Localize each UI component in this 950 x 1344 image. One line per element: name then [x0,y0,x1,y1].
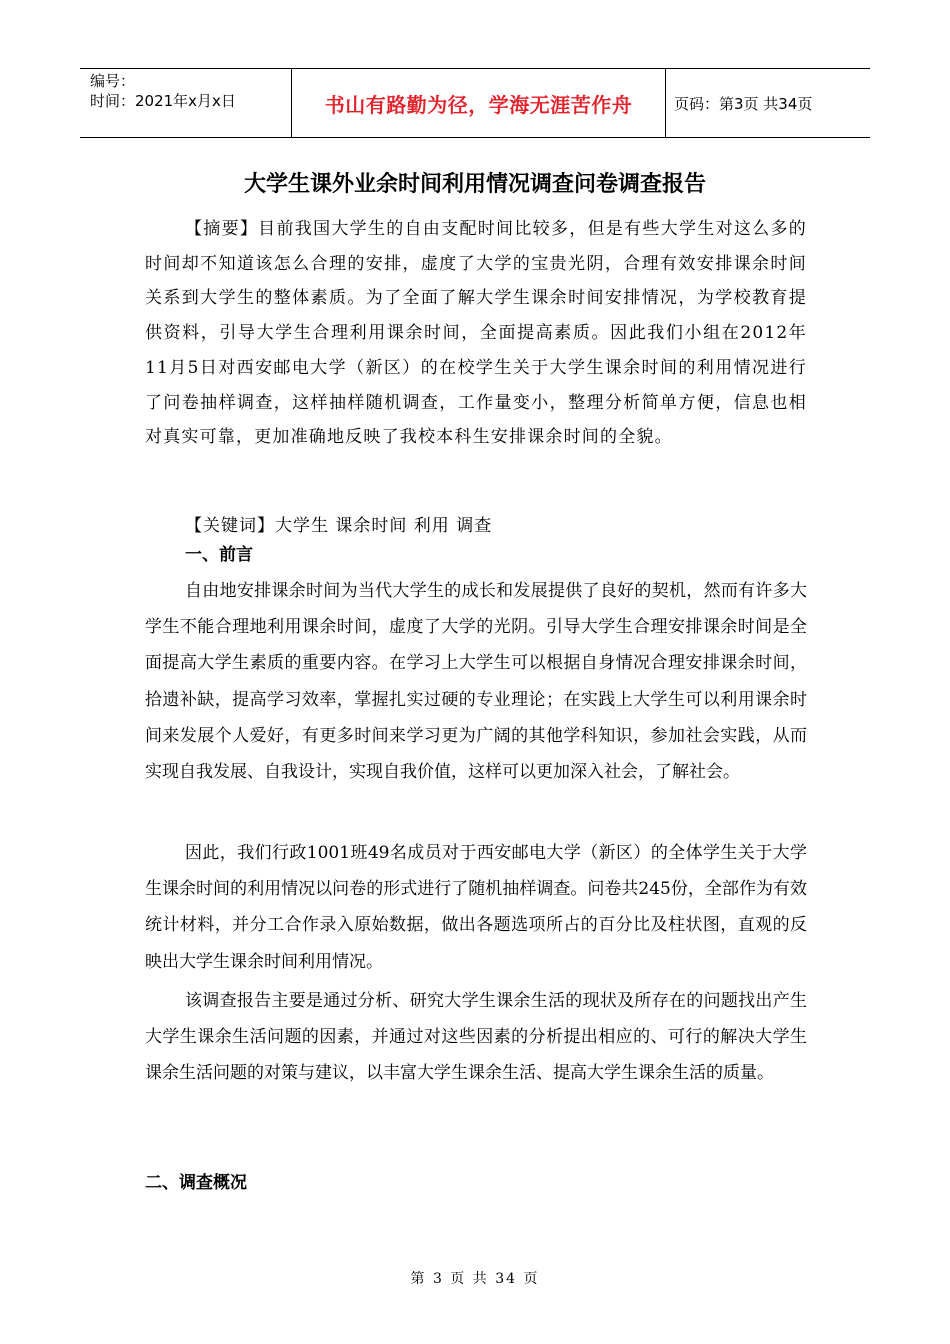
document-number-label: 编号： [90,72,136,90]
intro-paragraph-2: 因此，我们行政1001班49名成员对于西安邮电大学（新区）的全体学生关于大学生课余时间的利用情况以问卷的形式进行了随机抽样调查。问卷共245份，全部作为有效统计材料，并分工合作录入原始数据，做出各题选项所占的百分比及柱状图，直观的反映出大学生课余时间利用情况。 [145,843,807,972]
intro-paragraph-1: 自由地安排课余时间为当代大学生的成长和发展提供了良好的契机，然而有许多大学生不能合理地利用课余时间，虚度了大学的光阴。引导大学生合理安排课余时间是全面提高大学生素质的重要内容。在学习上大学生可以根据自身情况合理安排课余时间，拾遗补缺，提高学习效率，掌握扎实过硬的专业理论；在实践上大学生可以利用课余时间来发展个人爱好，有更多时间来学习更为广阔的其他学科知识，参加社会实践，从而实现自我发展、自我设计，实现自我价值，这样可以更加深入社会，了解社会。 [145,581,807,783]
document-header [80,68,870,138]
section-heading-introduction: 一、前言 [185,545,253,565]
document-title: 大学生课外业余时间利用情况调查问卷调查报告 [243,172,706,197]
intro-paragraph-3: 该调查报告主要是通过分析、研究大学生课余生活的现状及所存在的问题找出产生大学生课余生活问题的因素，并通过对这些因素的分析提出相应的、可行的解决大学生课余生活问题的对策与建议，以丰富大学生课余生活、提高大学生课余生活的质量。 [145,991,807,1084]
page-footer: 第 3 页 共 34 页 [410,1271,540,1287]
document-date: 时间：2021年x月x日 [90,92,236,110]
abstract-paragraph: 【摘要】目前我国大学生的自由支配时间比较多，但是有些大学生对这么多的时间却不知道该怎么合理的安排，虚度了大学的宝贵光阴，合理有效安排课余时间关系到大学生的整体素质。为了全面了解大学生课余时间安排情况，为学校教育提供资料，引导大学生合理利用课余时间，全面提高素质。因此我们小组在2012年11月5日对西安邮电大学（新区）的在校学生关于大学生课余时间的利用情况进行了问卷抽样调查，这样抽样随机调查，工作量变小，整理分析简单方便，信息也相对真实可靠，更加准确地反映了我校本科生安排课余时间的全貌。 [145,219,807,448]
header-motto: 书山有路勤为径，学海无涯苦作舟 [292,69,666,137]
header-meta-cell [80,69,292,137]
section-heading-survey-overview: 二、调查概况 [145,1173,247,1193]
header-page-info: 页码：第3页 共34页 [674,94,813,113]
keywords-line: 【关键词】大学生 课余时间 利用 调查 [185,516,493,536]
